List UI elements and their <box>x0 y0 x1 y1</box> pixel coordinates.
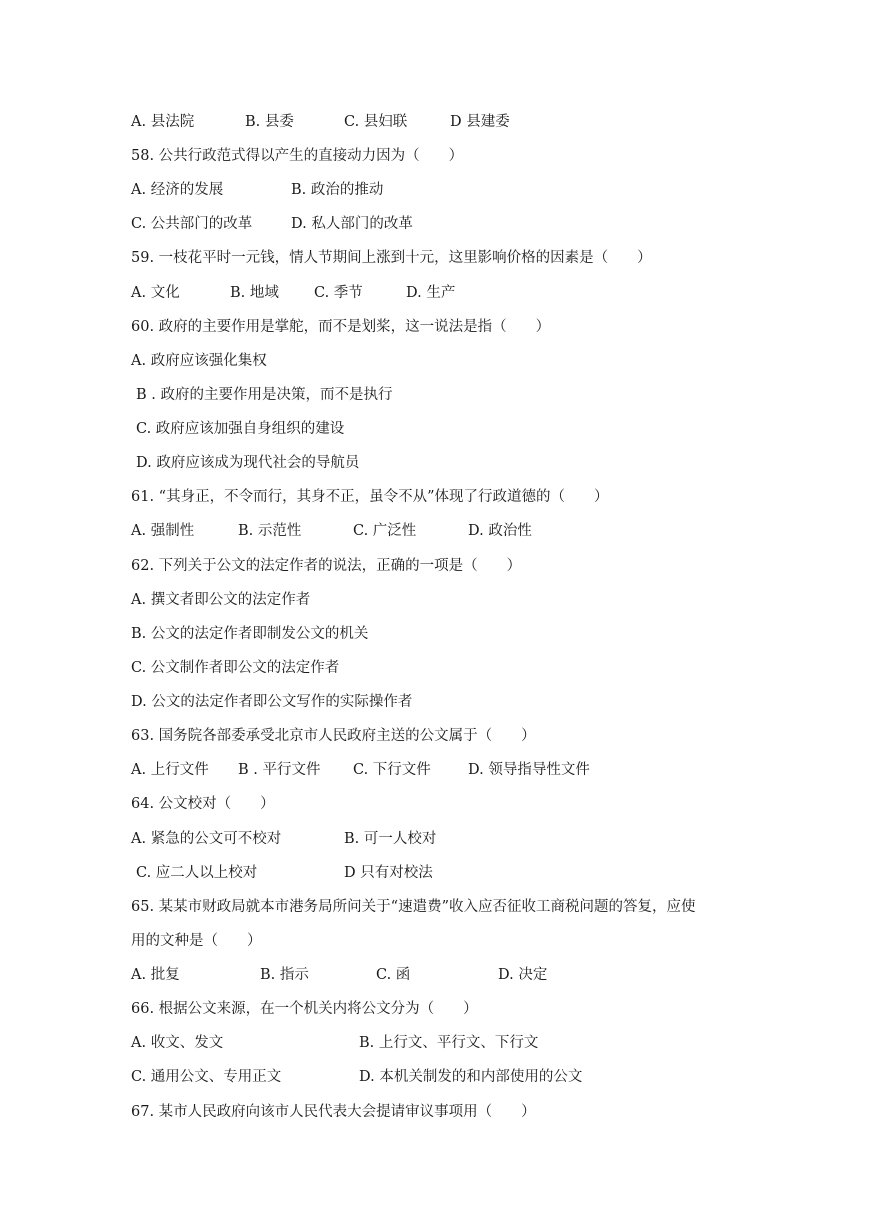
option-d-line: D. 公文的法定作者即公文写作的实际操作者 <box>131 694 413 710</box>
option-c: C. 公共部门的改革 <box>131 216 253 232</box>
question-64: 64. 公文校对（ ） <box>131 796 275 812</box>
option-c: C. 县妇联 <box>344 114 408 130</box>
option-c: C. 广泛性 <box>353 523 417 539</box>
option-c: C. 季节 <box>314 285 363 301</box>
question-61: 61. “其身正，不令而行，其身不正，虽令不从”体现了行政道德的（ ） <box>131 489 609 505</box>
question-65: 65. 某某市财政局就本市港务局所问关于“速遣费”收入应否征收工商税问题的答复，应使 <box>131 899 696 915</box>
option-a: A. 文化 <box>131 285 180 301</box>
option-b: B. 地域 <box>230 285 279 301</box>
option-c-line: C. 政府应该加强自身组织的建设 <box>136 421 345 437</box>
option-b-line: B. 公文的法定作者即制发公文的机关 <box>131 626 369 642</box>
option-b: B. 可一人校对 <box>344 831 437 847</box>
question-58: 58. 公共行政范式得以产生的直接动力因为（ ） <box>131 148 464 164</box>
option-d: D 只有对校法 <box>344 865 433 881</box>
option-b: B. 示范性 <box>238 523 302 539</box>
option-d: D 县建委 <box>450 114 510 130</box>
option-c: C. 通用公文、专用正文 <box>131 1069 282 1085</box>
question-62: 62. 下列关于公文的法定作者的说法，正确的一项是（ ） <box>131 558 522 574</box>
option-c: C. 函 <box>376 967 411 983</box>
option-a-line: A. 撰文者即公文的法定作者 <box>131 592 311 608</box>
option-c: C. 下行文件 <box>353 762 431 778</box>
option-a: A. 上行文件 <box>131 762 209 778</box>
question-60: 60. 政府的主要作用是掌舵，而不是划桨，这一说法是指（ ） <box>131 319 551 335</box>
option-d: D. 私人部门的改革 <box>291 216 413 232</box>
option-d: D. 领导指导性文件 <box>468 762 590 778</box>
option-b-line: B . 政府的主要作用是决策，而不是执行 <box>136 387 393 403</box>
option-a: A. 经济的发展 <box>131 182 224 198</box>
option-a: A. 紧急的公文可不校对 <box>131 831 282 847</box>
option-c-line: C. 公文制作者即公文的法定作者 <box>131 660 340 676</box>
option-b: B . 平行文件 <box>238 762 321 778</box>
option-d: D. 决定 <box>498 967 548 983</box>
option-a: A. 强制性 <box>131 523 195 539</box>
option-d: D. 生产 <box>406 285 456 301</box>
option-d: D. 本机关制发的和内部使用的公文 <box>359 1069 583 1085</box>
question-65-continued: 用的文种是（ ） <box>131 933 262 949</box>
question-67: 67. 某市人民政府向该市人民代表大会提请审议事项用（ ） <box>131 1104 536 1120</box>
option-d: D. 政治性 <box>468 523 532 539</box>
option-b: B. 政治的推动 <box>291 182 384 198</box>
option-a-line: A. 政府应该强化集权 <box>131 353 267 369</box>
question-59: 59. 一枝花平时一元钱，情人节期间上涨到十元，这里影响价格的因素是（ ） <box>131 250 652 266</box>
option-a: A. 批复 <box>131 967 180 983</box>
option-a: A. 县法院 <box>131 114 195 130</box>
option-d-line: D. 政府应该成为现代社会的导航员 <box>136 455 360 471</box>
option-b: B. 指示 <box>260 967 309 983</box>
option-b: B. 县委 <box>245 114 294 130</box>
option-c: C. 应二人以上校对 <box>136 865 258 881</box>
option-b: B. 上行文、平行文、下行文 <box>359 1035 539 1051</box>
question-66: 66. 根据公文来源，在一个机关内将公文分为（ ） <box>131 1001 478 1017</box>
question-63: 63. 国务院各部委承受北京市人民政府主送的公文属于（ ） <box>131 728 536 744</box>
option-a: A. 收文、发文 <box>131 1035 224 1051</box>
